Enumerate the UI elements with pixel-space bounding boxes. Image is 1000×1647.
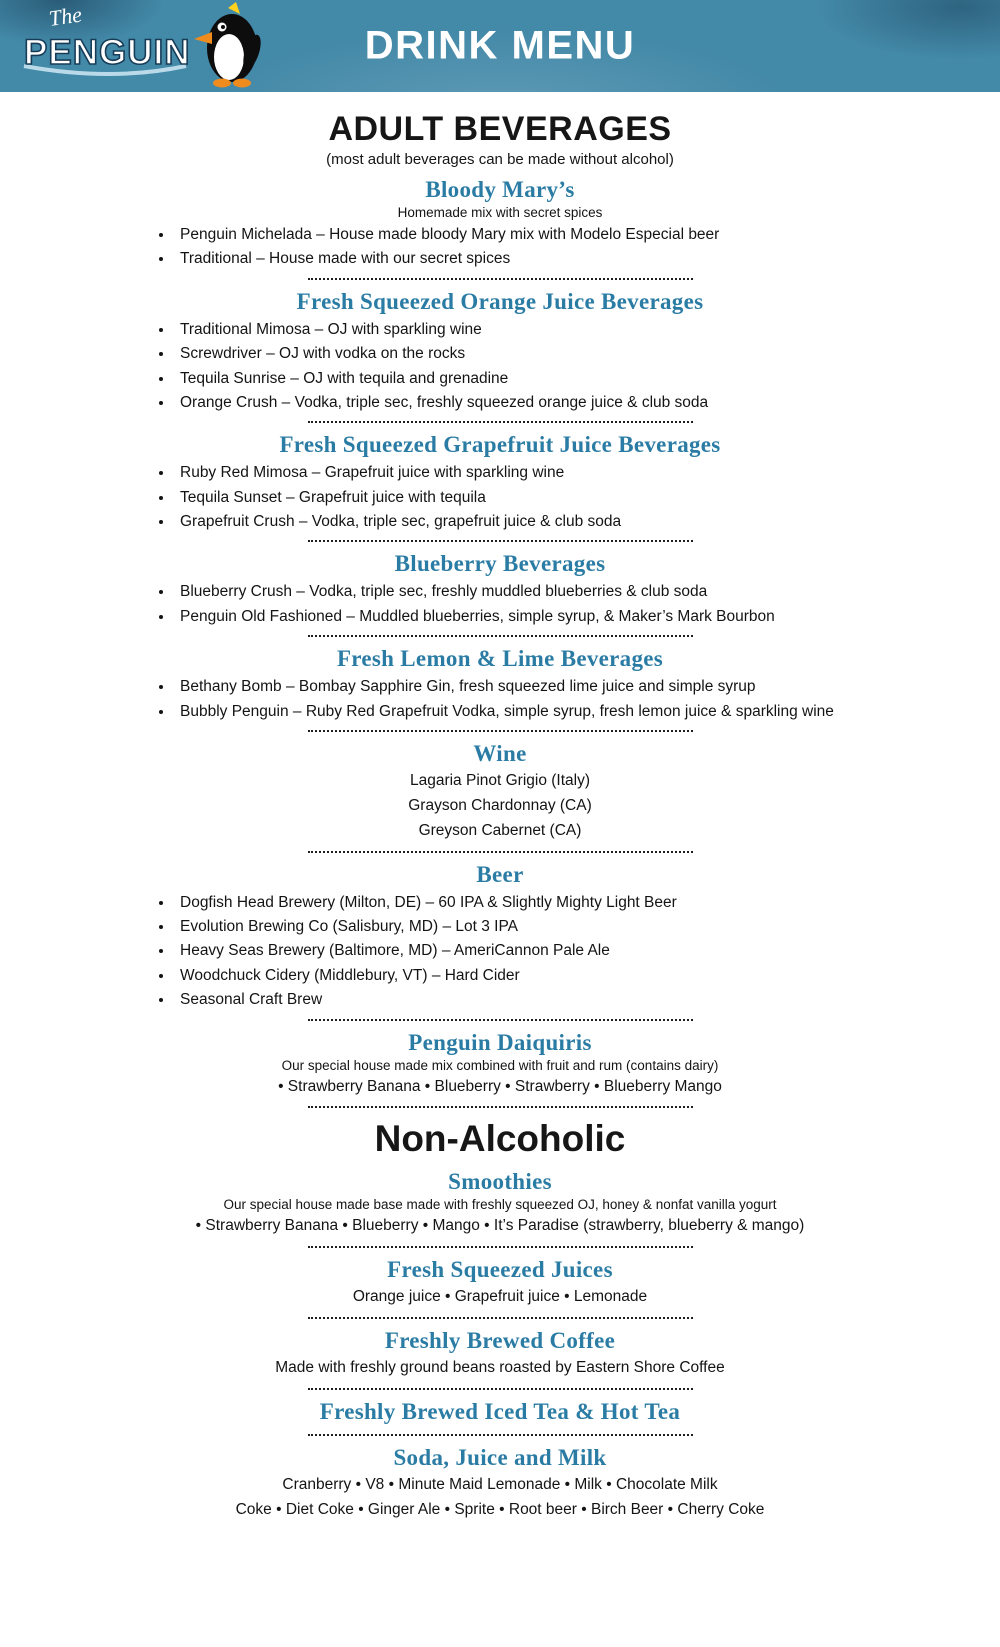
menu-section — [0, 1030, 1000, 1109]
dotted-divider — [308, 540, 693, 542]
section-items — [140, 677, 860, 721]
menu-item: • Penguin Michelada – House made bloody Mary mix with Modelo Especial beer — [174, 225, 860, 244]
non-alcoholic-sections — [0, 1169, 1000, 1521]
menu-section — [0, 432, 1000, 542]
section-line: Grayson Chardonnay (CA) — [408, 796, 592, 814]
section-line: Greyson Cabernet (CA) — [418, 821, 582, 839]
adult-sections — [0, 177, 1000, 1108]
section-line: Made with freshly ground beans roasted by Eastern Shore Coffee — [275, 1359, 725, 1377]
menu-section — [0, 741, 1000, 853]
menu-item: • Dogfish Head Brewery (Milton, DE) – 60 IPA & Slightly Mighty Light Beer — [174, 893, 860, 912]
dotted-divider — [308, 1106, 693, 1108]
menu-title: DRINK MENU — [364, 23, 636, 68]
section-line: Orange juice • Grapefruit juice • Lemonade — [352, 1288, 648, 1306]
section-heading: Fresh Lemon & Lime Beverages — [336, 646, 664, 672]
section-heading: Fresh Squeezed Orange Juice Beverages — [296, 288, 704, 314]
menu-item: • Screwdriver – OJ with vodka on the rocks — [174, 344, 860, 363]
dotted-divider — [308, 1434, 693, 1436]
dotted-divider — [308, 635, 693, 637]
section-subtext: Homemade mix with secret spices — [397, 205, 603, 220]
menu-item: • Blueberry Crush – Vodka, triple sec, freshly muddled blueberries & club soda — [174, 582, 860, 601]
section-items — [140, 893, 860, 1010]
non-alcoholic-title: Non-Alcoholic — [374, 1118, 626, 1160]
section-heading: Penguin Daiquiris — [408, 1029, 592, 1055]
adult-beverages-note: (most adult beverages can be made without alcohol) — [326, 151, 674, 168]
menu-item: • Tequila Sunset – Grapefruit juice with tequila — [174, 488, 860, 507]
menu-item: • Bubbly Penguin – Ruby Red Grapefruit Vodka, simple syrup, fresh lemon juice & sparkling wine — [174, 702, 860, 721]
menu-header — [0, 0, 1000, 92]
dotted-divider — [308, 1019, 693, 1021]
menu-section — [0, 551, 1000, 637]
section-subtext: Our special house made mix combined with fruit and rum (contains dairy) — [281, 1057, 719, 1073]
menu-body — [0, 92, 1000, 1521]
section-heading: Freshly Brewed Coffee — [384, 1328, 616, 1354]
dotted-divider — [308, 1317, 693, 1319]
section-heading: Smoothies — [448, 1169, 552, 1195]
menu-item: • Heavy Seas Brewery (Baltimore, MD) – AmeriCannon Pale Ale — [174, 941, 860, 960]
section-line: • Strawberry Banana • Blueberry • Mango • It’s Paradise (strawberry, blueberry & mango) — [195, 1217, 805, 1235]
menu-item: • Penguin Old Fashioned – Muddled blueberries, simple syrup, & Maker’s Mark Bourbon — [174, 607, 860, 626]
logo-script-text: The — [47, 2, 84, 31]
section-heading: Beer — [476, 861, 524, 887]
menu-item: • Evolution Brewing Co (Salisbury, MD) – Lot 3 IPA — [174, 917, 860, 936]
dotted-divider — [308, 1388, 693, 1390]
menu-section — [0, 1169, 1000, 1248]
menu-section — [0, 1257, 1000, 1319]
section-heading: Soda, Juice and Milk — [393, 1445, 607, 1471]
section-items — [140, 225, 860, 269]
menu-section — [0, 1328, 1000, 1390]
section-heading: Fresh Squeezed Grapefruit Juice Beverages — [279, 432, 721, 458]
menu-section — [0, 646, 1000, 732]
section-items — [140, 582, 860, 626]
menu-item: • Traditional Mimosa – OJ with sparkling wine — [174, 320, 860, 339]
dotted-divider — [308, 730, 693, 732]
penguin-logo — [16, 2, 266, 95]
menu-section — [0, 289, 1000, 424]
section-heading: Fresh Squeezed Juices — [387, 1257, 613, 1283]
menu-section — [0, 862, 1000, 1021]
section-heading: Bloody Mary’s — [425, 177, 575, 202]
section-subtext: Our special house made base made with freshly squeezed OJ, honey & nonfat vanilla yogurt — [223, 1197, 777, 1213]
dotted-divider — [308, 278, 693, 280]
penguin-icon — [194, 2, 264, 88]
menu-item: • Grapefruit Crush – Vodka, triple sec, grapefruit juice & club soda — [174, 512, 860, 531]
menu-item: • Tequila Sunrise – OJ with tequila and grenadine — [174, 369, 860, 388]
section-line: Cranberry • V8 • Minute Maid Lemonade • Milk • Chocolate Milk — [282, 1476, 718, 1494]
dotted-divider — [308, 1246, 693, 1248]
section-items — [140, 320, 860, 413]
menu-item: • Bethany Bomb – Bombay Sapphire Gin, fresh squeezed lime juice and simple syrup — [174, 677, 860, 696]
menu-item: • Traditional – House made with our secret spices — [174, 249, 860, 268]
menu-section — [0, 1399, 1000, 1436]
menu-item: • Ruby Red Mimosa – Grapefruit juice with sparkling wine — [174, 463, 860, 482]
logo-word-text: PENGUIN — [24, 33, 191, 72]
penguin-logo-art — [16, 2, 266, 90]
dotted-divider — [308, 421, 693, 423]
menu-item: • Woodchuck Cidery (Middlebury, VT) – Hard Cider — [174, 966, 860, 985]
dotted-divider — [308, 851, 693, 853]
section-line: Coke • Diet Coke • Ginger Ale • Sprite • Root beer • Birch Beer • Cherry Coke — [235, 1501, 765, 1519]
section-heading: Wine — [473, 740, 527, 766]
menu-section — [0, 1445, 1000, 1521]
section-items — [140, 463, 860, 531]
menu-section — [0, 177, 1000, 280]
menu-item: • Orange Crush – Vodka, triple sec, freshly squeezed orange juice & club soda — [174, 393, 860, 412]
section-heading: Freshly Brewed Iced Tea & Hot Tea — [319, 1399, 681, 1425]
section-line: • Strawberry Banana • Blueberry • Strawberry • Blueberry Mango — [278, 1077, 722, 1095]
section-heading: Blueberry Beverages — [394, 551, 606, 577]
adult-beverages-title: ADULT BEVERAGES — [328, 110, 672, 148]
menu-item: • Seasonal Craft Brew — [174, 990, 860, 1009]
section-line: Lagaria Pinot Grigio (Italy) — [409, 771, 591, 789]
